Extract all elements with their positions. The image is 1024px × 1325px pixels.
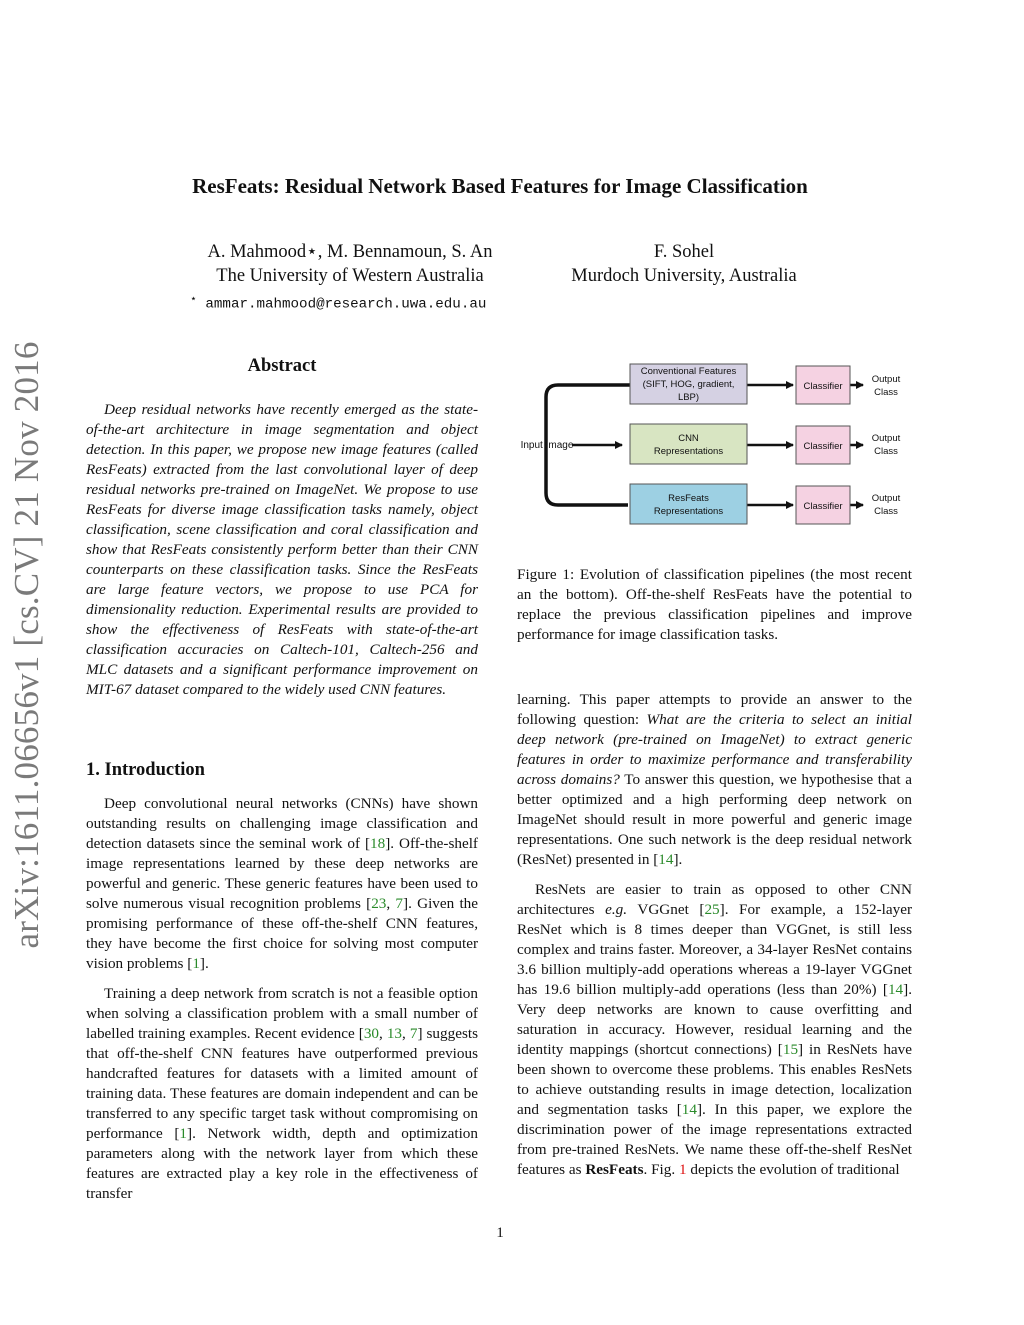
abstract-heading: Abstract [247, 356, 317, 376]
svg-text:Representations: Representations [653, 506, 724, 517]
svg-text:Conventional Features: Conventional Features [640, 366, 737, 377]
section-heading-introduction: 1. Introduction [86, 760, 205, 780]
svg-text:ResFeats: ResFeats [668, 493, 709, 504]
box-conventional-features [630, 364, 747, 404]
svg-text:Output: Output [871, 433, 901, 444]
citation-link[interactable]: 14 [887, 981, 904, 998]
author-block-right [545, 240, 823, 288]
citation-link[interactable]: 13 [386, 1025, 403, 1042]
page-number: 1 [496, 1224, 504, 1241]
citation-link[interactable]: 14 [681, 1101, 697, 1118]
classifier-box [796, 486, 850, 524]
svg-text:Class: Class [874, 506, 898, 517]
svg-text:Classifier: Classifier [803, 501, 843, 512]
figure-1-caption: Figure 1: Evolution of classification pipelines (the most recent an the bottom). Off-the-shelf ResFeats have the potential to replace the previous classification pipelines and improve performance for image classification tasks. [517, 566, 912, 643]
author-affiliation-left: The University of Western Australia [216, 266, 484, 286]
figure-reference-link[interactable]: 1 [678, 1161, 687, 1178]
svg-text:Class: Class [874, 446, 898, 457]
citation-link[interactable]: 1 [192, 955, 200, 972]
right-paragraph-2: ResNets are easier to train as opposed to other CNN architectures e.g. VGGnet [25]. For example, a 152-layer ResNet which is 8 times deeper than VGGnet, is still less complex and trains faster. Moreover, a 34-layer ResNet contains 3.6 billion multiply-add operations whereas a 19-layer VGGnet has 19.6 billion multiply-add operations (less than 20%) [14]. Very deep networks are known to cause overfitting and saturation in accuracy. However, residual learning and the identity mappings (shortcut connections) [15] in ResNets have been shown to overcome these problems. This enables ResNets to achieve outstanding results in image detection, localization and segmentation tasks [14]. In this paper, we explore the discrimination power of the image representations extracted from pre-trained ResNets. We name these off-the-shelf ResNet features as ResFeats. Fig. 1 depicts the evolution of traditional [517, 881, 913, 1178]
introduction-body [86, 794, 478, 1214]
citation-link[interactable]: 18 [370, 835, 386, 852]
intro-paragraph-1: Deep convolutional neural networks (CNNs) have shown outstanding results on challenging image classification and detection datasets since the seminal work of [18]. Off-the-shelf image representations learned by these deep networks are powerful and generic. These generic features have been used to solve numerous visual recognition problems [23, 7]. Given the promising performance of these off-the-shelf CNN features, they have become the first choice for solving most computer vision problems [1]. [86, 795, 479, 972]
input-image-label: Input Image [520, 440, 574, 451]
citation-link[interactable]: 7 [409, 1025, 418, 1042]
box-resfeats-representations [630, 484, 747, 524]
email-marker: ⋆ [190, 293, 197, 305]
svg-text:Output: Output [871, 493, 901, 504]
citation-link[interactable]: 14 [658, 851, 674, 868]
classifier-box [796, 426, 850, 464]
svg-text:CNN: CNN [678, 433, 699, 444]
email-address[interactable]: ammar.mahmood@research.uwa.edu.au [205, 296, 487, 313]
citation-link[interactable]: 30 [363, 1025, 379, 1042]
author-names-left: A. Mahmood⋆, M. Bennamoun, S. An [207, 242, 493, 262]
svg-text:Classifier: Classifier [803, 441, 843, 452]
svg-text:Class: Class [874, 387, 898, 398]
output-class-label [872, 374, 901, 398]
svg-text:LBP): LBP) [677, 392, 700, 403]
citation-link[interactable]: 25 [704, 901, 720, 918]
author-affiliation-right: Murdoch University, Australia [571, 266, 797, 286]
figure-1-diagram [510, 355, 920, 530]
author-email [190, 292, 486, 313]
right-column-body [517, 690, 912, 1190]
citation-link[interactable]: 7 [395, 895, 404, 912]
author-block-left [180, 240, 520, 288]
author-names-right: F. Sohel [653, 242, 715, 262]
svg-text:(SIFT, HOG, gradient,: (SIFT, HOG, gradient, [642, 379, 735, 390]
svg-text:Classifier: Classifier [803, 381, 843, 392]
box-cnn-representations [630, 424, 747, 464]
output-class-label [872, 493, 901, 517]
citation-link[interactable]: 23 [371, 895, 387, 912]
intro-paragraph-2: Training a deep network from scratch is not a feasible option when solving a classification problem with a small number of labelled training examples. Recent evidence [30, 13, 7] suggests that off-the-shelf CNN features have outperformed previous handcrafted features for datasets with a limited amount of training data. These features are domain independent and can be transferred to any specific target task without compromising on performance [1]. Network width, depth and optimization parameters along with the network layer from which these features are extracted play a key role in the effectiveness of transfer [86, 985, 478, 1202]
classifier-box [796, 366, 850, 404]
citation-link[interactable]: 15 [782, 1041, 799, 1058]
abstract-text: Deep residual networks have recently emerged as the state-of-the-art architecture in image segmentation and object detection. In this paper, we propose new image features (called ResFeats) extracted from the last convolutional layer of deep residual networks pre-trained on ImageNet. We propose to use ResFeats for diverse image classification tasks namely, object classification, scene classification and coral classification and show that ResFeats consistently perform better than their CNN counterparts on these classification tasks. Since the ResFeats are large feature vectors, we propose to use PCA for dimensionality reduction. Experimental results are provided to show the effectiveness of ResFeats with state-of-the-art classification accuracies on Caltech-101, Caltech-256 and MLC datasets and a significant performance improvement on MIT-67 dataset compared to the widely used CNN features. [86, 401, 478, 698]
svg-text:Representations: Representations [653, 446, 724, 457]
arxiv-id: arXiv:1611.06656v1 [cs.CV] 21 Nov 2016 [7, 341, 46, 949]
svg-text:Output: Output [871, 374, 901, 385]
output-class-label [872, 433, 901, 457]
right-paragraph-1: learning. This paper attempts to provide an answer to the following question: What are the criteria to select an initial deep network (pre-trained on ImageNet) to extract generic features in order to maximize performance and transferability across domains? To answer this question, we hypothesise that a better optimized and a high performing deep network on ImageNet should result in more powerful and generic image representations. One such network is the deep residual network (ResNet) presented in [14]. [517, 691, 913, 868]
paper-title: ResFeats: Residual Network Based Features for Image Classification [192, 174, 808, 198]
citation-link[interactable]: 1 [179, 1125, 188, 1142]
